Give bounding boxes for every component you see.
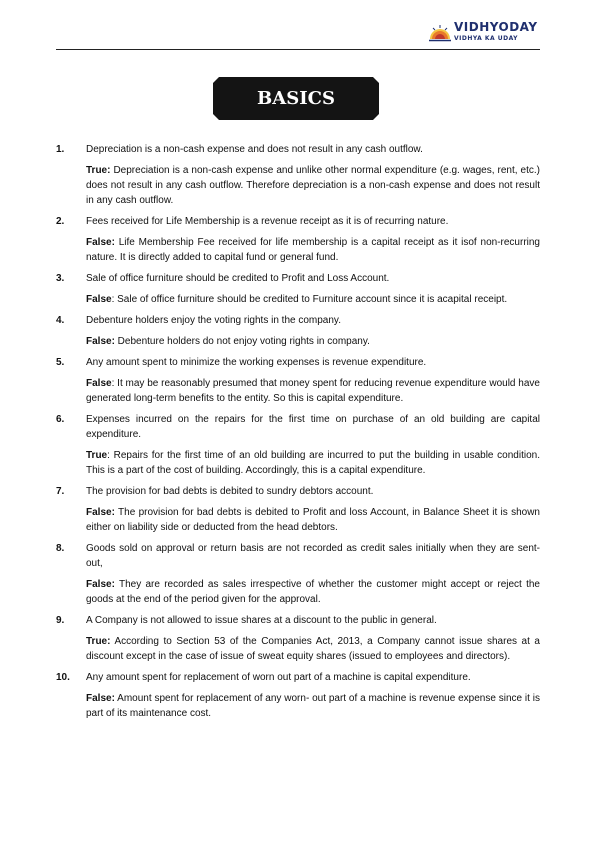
- item-answer: [86, 163, 540, 208]
- page-header: [56, 18, 540, 50]
- item-number: 2.: [56, 216, 65, 227]
- item-number: 1.: [56, 144, 65, 155]
- item-answer: [86, 691, 540, 721]
- answer-verdict: True:: [86, 165, 111, 176]
- vidhyoday-logo: [428, 20, 538, 46]
- page-title: BASICS: [257, 88, 335, 109]
- item-statement: The provision for bad debts is debited to sundry debtors account.: [86, 486, 374, 497]
- section-title-banner: [213, 77, 379, 120]
- item-number: 7.: [56, 486, 65, 497]
- item-number: 5.: [56, 357, 65, 368]
- list-item: [56, 355, 540, 406]
- qa-list: [56, 142, 540, 727]
- answer-verdict: False:: [86, 507, 115, 518]
- answer-text: According to Section 53 of the Companies Act, 2013, a Company cannot issue shares at a discount except in the case of issue of sweat equity shares (issued to employees and directors).: [86, 636, 540, 662]
- list-item: [56, 484, 540, 535]
- answer-text: : Sale of office furniture should be credited to Furniture account since it is acapital receipt.: [111, 294, 508, 305]
- list-item: [56, 214, 540, 265]
- item-answer: [86, 235, 540, 265]
- answer-verdict: False: [86, 378, 112, 389]
- item-answer: [86, 577, 540, 607]
- answer-text: The provision for bad debts is debited to Profit and loss Account, in Balance Sheet it is shown either on liability side or deducted from the head debtors.: [86, 507, 540, 533]
- answer-verdict: True:: [86, 636, 111, 647]
- item-statement: Sale of office furniture should be credited to Profit and Loss Account.: [86, 273, 390, 284]
- answer-text: Life Membership Fee received for life membership is a capital receipt as it isof non-recurring nature. It is directly added to capital fund or general fund.: [86, 237, 540, 263]
- list-item: [56, 142, 540, 208]
- item-statement: Goods sold on approval or return basis are not recorded as credit sales initially when they are sent-out,: [86, 543, 540, 569]
- item-answer: [86, 505, 540, 535]
- list-item: [56, 670, 540, 721]
- item-number: 8.: [56, 543, 65, 554]
- brand-tagline: VIDHYA KA UDAY: [454, 35, 519, 42]
- item-statement: Any amount spent for replacement of worn out part of a machine is capital expenditure.: [86, 672, 471, 683]
- item-number: 6.: [56, 414, 65, 425]
- answer-text: : It may be reasonably presumed that money spent for reducing revenue expenditure would have generated long-term benefits to the entity. So this is capital expenditure.: [86, 378, 540, 404]
- answer-verdict: False:: [86, 693, 115, 704]
- list-item: [56, 613, 540, 664]
- answer-verdict: False:: [86, 336, 115, 347]
- answer-verdict: False:: [86, 579, 115, 590]
- answer-verdict: True: [86, 450, 108, 461]
- answer-text: They are recorded as sales irrespective of whether the customer might accept or reject the goods at the end of the period given for the approval.: [86, 579, 540, 605]
- header-divider: [56, 49, 540, 50]
- item-answer: [86, 448, 540, 478]
- item-number: 4.: [56, 315, 65, 326]
- sunrise-logo-icon: [428, 22, 452, 42]
- list-item: [56, 541, 540, 607]
- answer-verdict: False:: [86, 237, 115, 248]
- answer-text: : Repairs for the first time of an old building are incurred to put the building in usable condition. This is a part of the cost of building. Accordingly, this is a capital expenditure.: [86, 450, 540, 476]
- item-answer: [86, 292, 540, 307]
- item-statement: Any amount spent to minimize the working expenses is revenue expenditure.: [86, 357, 427, 368]
- item-answer: [86, 334, 540, 349]
- answer-text: Debenture holders do not enjoy voting rights in company.: [114, 336, 370, 347]
- item-statement: Expenses incurred on the repairs for the first time on purchase of an old building are capital expenditure.: [86, 414, 540, 440]
- answer-text: Depreciation is a non-cash expense and unlike other normal expenditure (e.g. wages, rent, etc.) does not result in any cash outflow. Therefore depreciation is a non-cash expense and does not result in any cash outflow.: [86, 165, 540, 206]
- answer-text: Amount spent for replacement of any worn- out part of a machine is revenue expense since it is part of its maintenance cost.: [86, 693, 540, 719]
- list-item: [56, 412, 540, 478]
- item-statement: A Company is not allowed to issue shares at a discount to the public in general.: [86, 615, 437, 626]
- answer-verdict: False: [86, 294, 112, 305]
- brand-name: VIDHYODAY: [454, 20, 538, 34]
- item-answer: [86, 634, 540, 664]
- item-statement: Depreciation is a non-cash expense and does not result in any cash outflow.: [86, 144, 423, 155]
- item-number: 3.: [56, 273, 65, 284]
- item-answer: [86, 376, 540, 406]
- item-number: 9.: [56, 615, 65, 626]
- item-statement: Debenture holders enjoy the voting rights in the company.: [86, 315, 341, 326]
- item-statement: Fees received for Life Membership is a revenue receipt as it is of recurring nature.: [86, 216, 449, 227]
- list-item: [56, 313, 540, 349]
- item-number: 10.: [56, 672, 70, 683]
- list-item: [56, 271, 540, 307]
